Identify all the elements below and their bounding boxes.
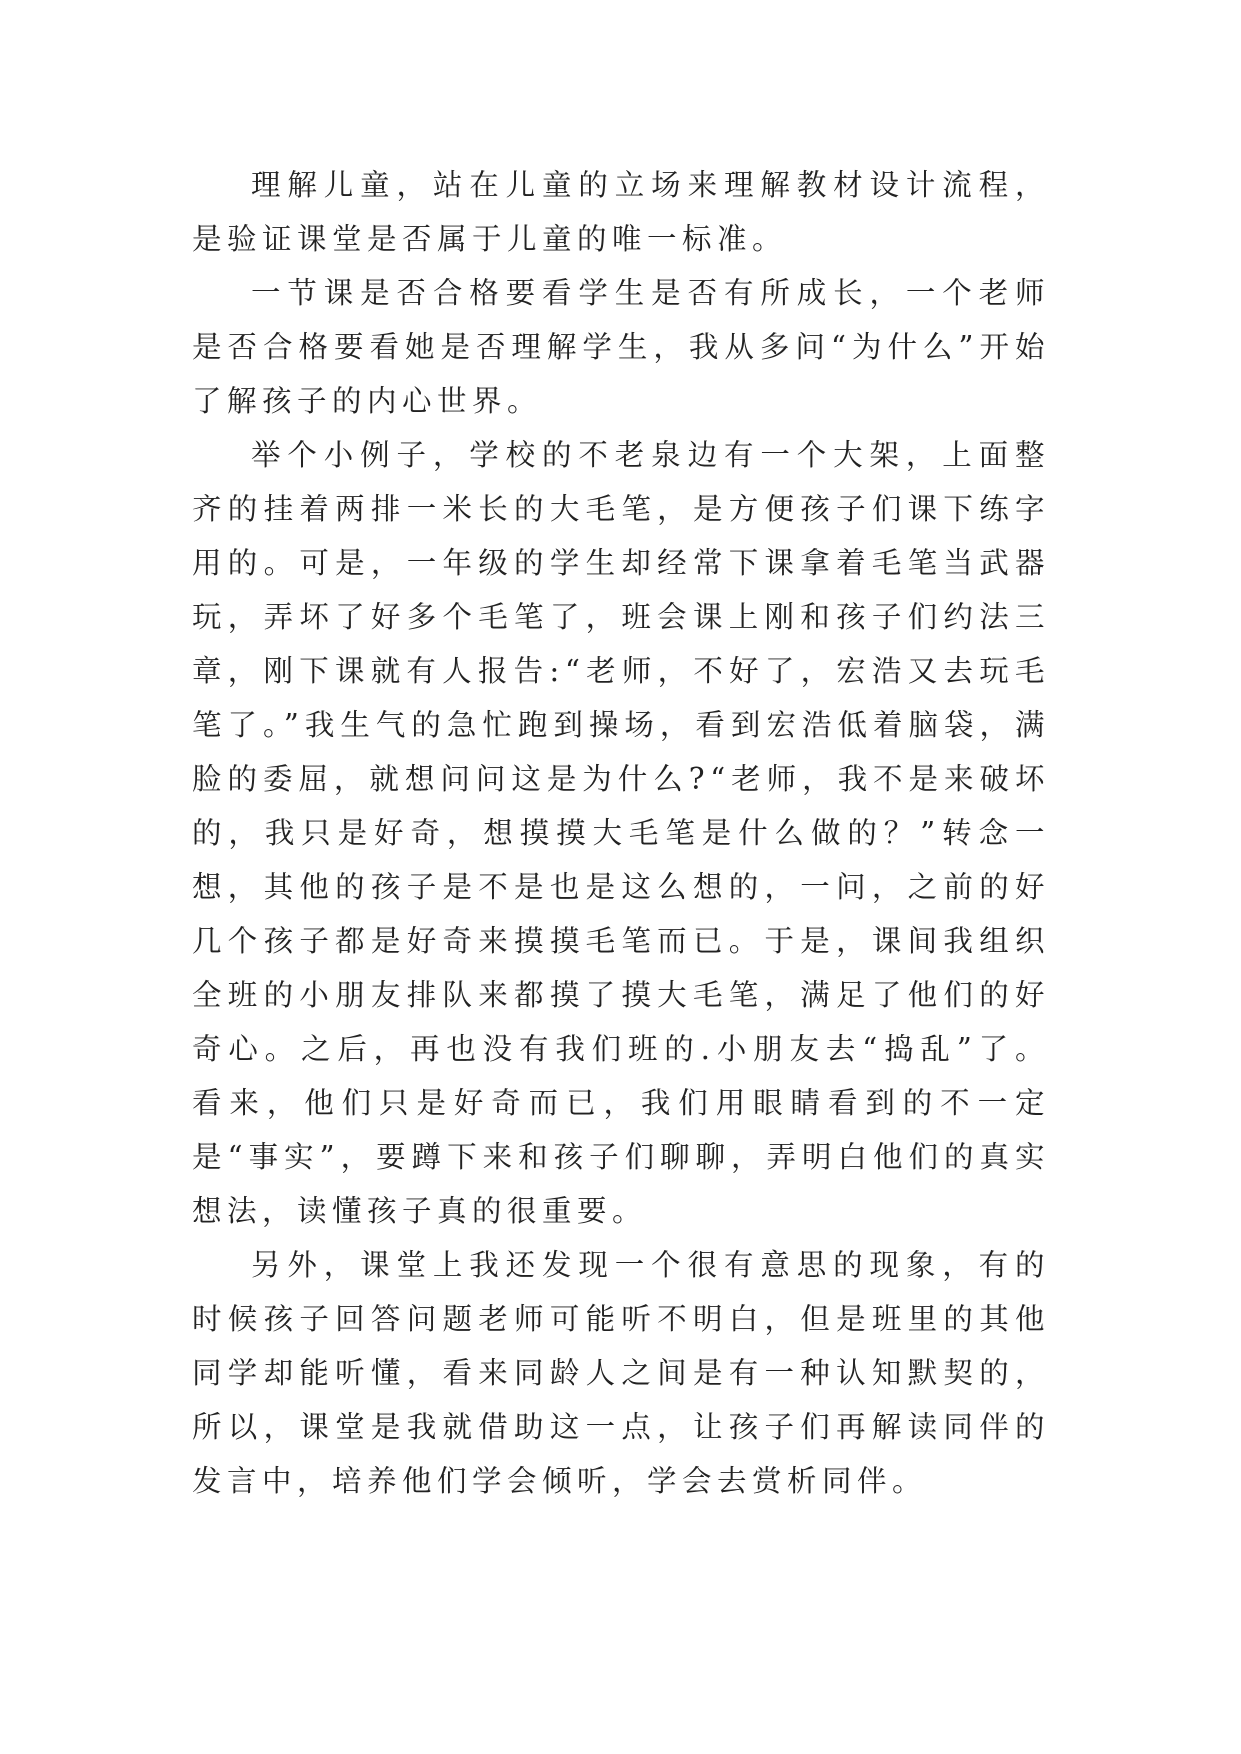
paragraph-4: 另外，课堂上我还发现一个很有意思的现象，有的时候孩子回答问题老师可能听不明白，但是班里的其他同学却能听懂，看来同龄人之间是有一种认知默契的，所以，课堂是我就借助这一点，让孩子们再解读同伴的发言中，培养他们学会倾听，学会去赏析同伴。: [192, 1248, 1050, 1498]
paragraph-3: 举个小例子，学校的不老泉边有一个大架，上面整齐的挂着两排一米长的大毛笔，是方便孩子们课下练字用的。可是，一年级的学生却经常下课拿着毛笔当武器玩，弄坏了好多个毛笔了，班会课上刚和孩子们约法三章，刚下课就有人报告:“老师，不好了，宏浩又去玩毛笔了。”我生气的急忙跑到操场，看到宏浩低着脑袋，满脸的委屈，就想问问这是为什么?“老师，我不是来破坏的，我只是好奇，想摸摸大毛笔是什么做的？”转念一想，其他的孩子是不是也是这么想的，一问，之前的好几个孩子都是好奇来摸摸毛笔而已。于是，课间我组织全班的小朋友排队来都摸了摸大毛笔，满足了他们的好奇心。之后，再也没有我们班的.小朋友去“捣乱”了。看来，他们只是好奇而已，我们用眼睛看到的不一定是“事实”，要蹲下来和孩子们聊聊，弄明白他们的真实想法，读懂孩子真的很重要。: [192, 438, 1050, 1228]
paragraph-2: 一节课是否合格要看学生是否有所成长，一个老师是否合格要看她是否理解学生，我从多问“为什么”开始了解孩子的内心世界。: [192, 276, 1050, 418]
body-text: [192, 158, 1050, 1508]
paragraph-1: 理解儿童，站在儿童的立场来理解教材设计流程，是验证课堂是否属于儿童的唯一标准。: [192, 168, 1050, 256]
